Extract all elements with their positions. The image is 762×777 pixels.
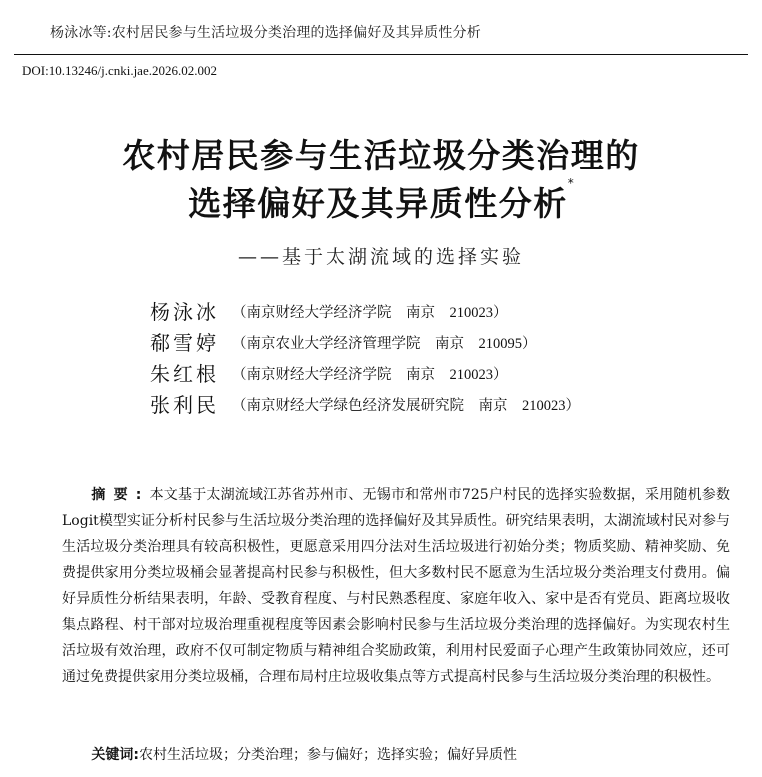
author-affiliation: （南京农业大学经济管理学院 南京 210095） xyxy=(232,336,537,352)
author-affiliation: （南京财经大学经济学院 南京 210023） xyxy=(232,305,508,321)
author-name: 杨泳冰 xyxy=(150,300,219,324)
author-name: 张利民 xyxy=(150,393,219,417)
author-name: 郗雪婷 xyxy=(150,331,219,355)
keywords-label: 关键词 xyxy=(91,747,134,763)
title-line-1 xyxy=(0,130,762,177)
header-rule xyxy=(14,54,748,55)
title-footnote-mark: * xyxy=(567,176,574,190)
keywords-text: 农村生活垃圾；分类治理；参与偏好；选择实验；偏好异质性 xyxy=(139,747,517,763)
subtitle: ——基于太湖流域的选择实验 xyxy=(237,246,524,268)
keywords xyxy=(62,744,730,764)
abstract-text: 本文基于太湖流域江苏省苏州市、无锡市和常州市725户村民的选择实验数据，采用随机参数Logit模型实证分析村民参与生活垃圾分类治理的选择偏好及其异质性。研究结果表明，太湖流域村民对参与生活垃圾分类治理具有较高积极性，更愿意采用四分法对生活垃圾进行初始分类；物质奖励、精神奖励、免费提供家用分类垃圾桶会显著提高村民参与积极性，但大多数村民不愿意为生活垃圾分类治理支付费用。偏好异质性分析结果表明，年龄、受教育程度、与村民熟悉程度、家庭年收入、家中是否有党员、距离垃圾收集点路程、村干部对垃圾治理重视程度等因素会影响村民参与生活垃圾分类治理的选择偏好。为实现农村生活垃圾有效治理，政府不仅可制定物质与精神组合奖励政策，利用村民爱面子心理产生政策协同效应，还可通过免费提供家用分类垃圾桶，合理布局村庄垃圾收集点等方式提高村民参与生活垃圾分类治理的积极性。 xyxy=(62,487,730,685)
title-line-2-text: 选择偏好及其异质性分析 xyxy=(188,184,568,223)
keywords-colon: : xyxy=(133,747,139,763)
title-line-2 xyxy=(0,178,762,225)
doi: DOI:10.13246/j.cnki.jae.2026.02.002 xyxy=(22,63,217,78)
abstract xyxy=(62,482,730,690)
author-affiliation: （南京财经大学经济学院 南京 210023） xyxy=(232,367,508,383)
abstract-label: 摘要 xyxy=(91,487,136,503)
author-affiliation: （南京财经大学绿色经济发展研究院 南京 210023） xyxy=(232,398,580,414)
author-name: 朱红根 xyxy=(150,362,219,386)
title-line-1-text: 农村居民参与生活垃圾分类治理的 xyxy=(122,136,640,175)
running-head: 杨泳冰等:农村居民参与生活垃圾分类治理的选择偏好及其异质性分析 xyxy=(50,25,481,41)
abstract-colon: : xyxy=(135,487,150,503)
